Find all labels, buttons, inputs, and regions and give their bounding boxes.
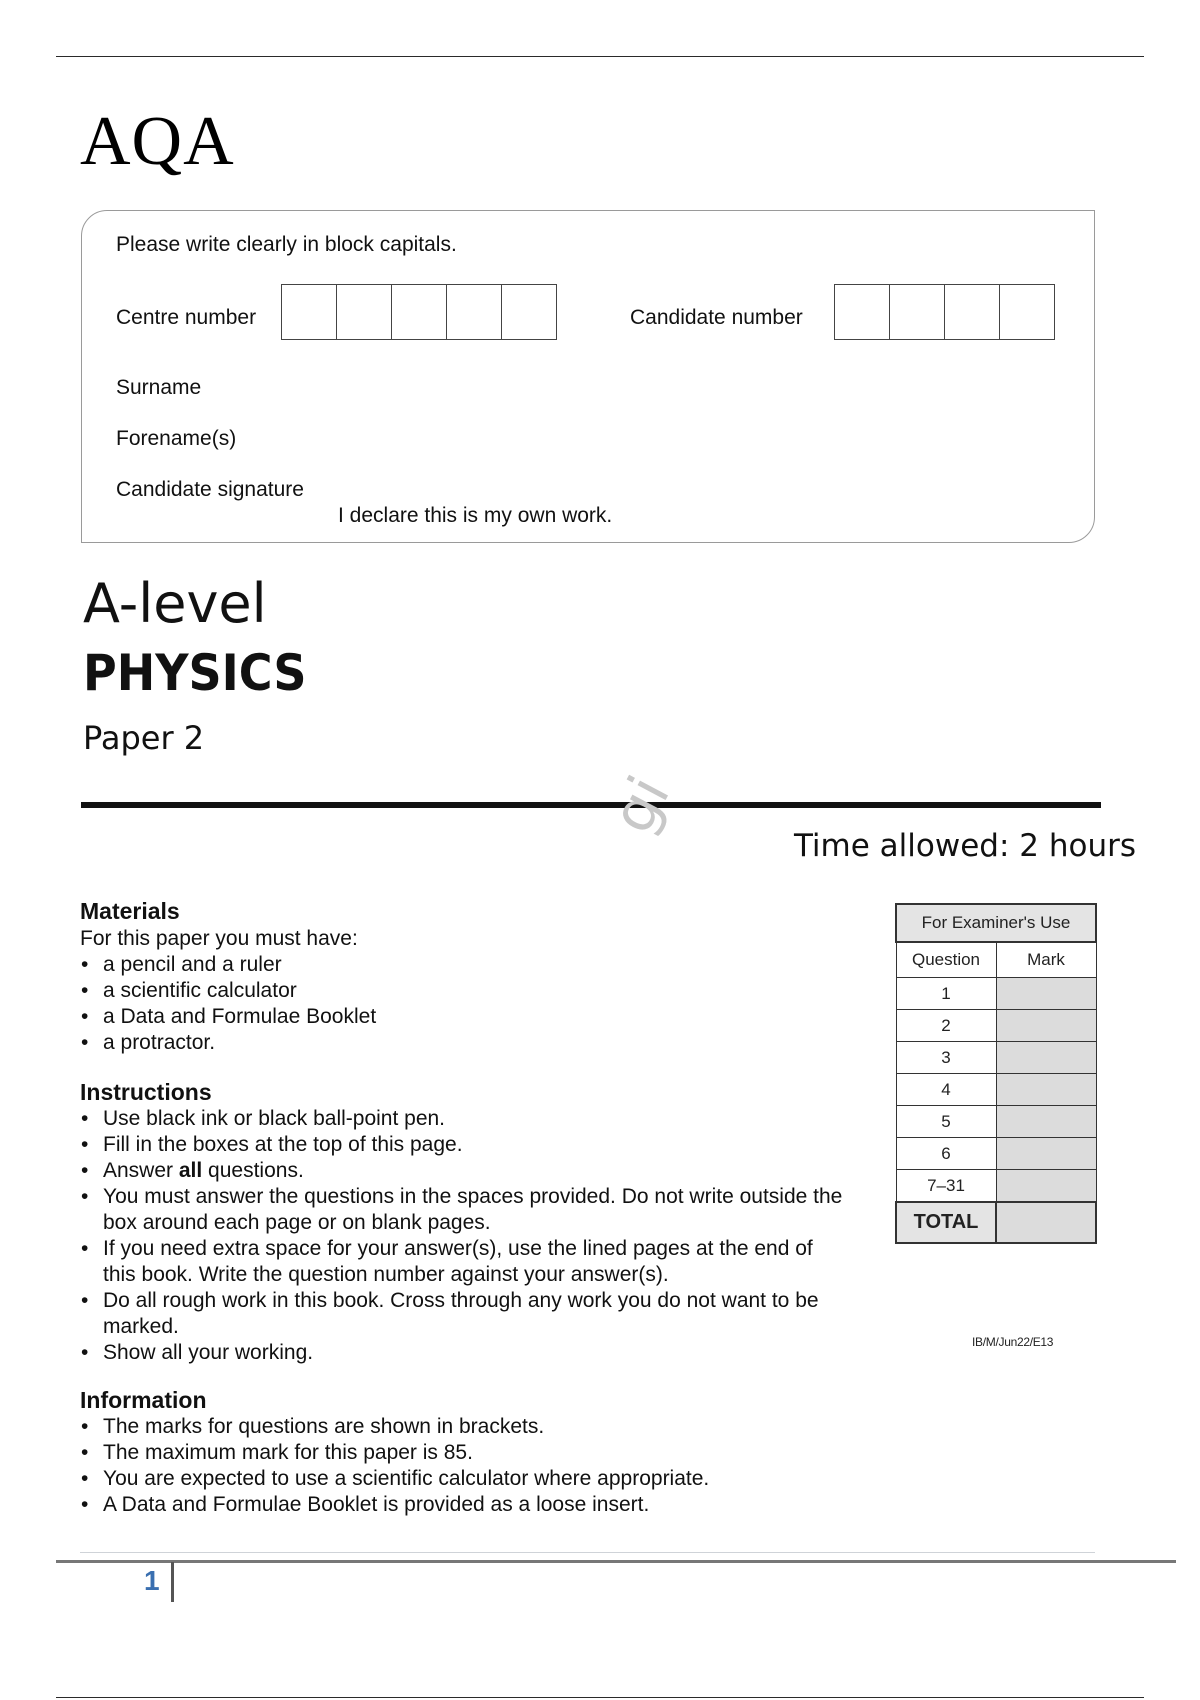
candidate-number-boxes [834, 284, 1054, 340]
list-item: • Answer all questions. [81, 1159, 304, 1182]
aqa-logo: AQA [80, 103, 235, 180]
table-row: 1 [896, 978, 1096, 1010]
paper-number: Paper 2 [83, 719, 205, 757]
digit-box[interactable] [281, 284, 337, 340]
mark-cell [996, 1170, 1096, 1203]
top-rule [56, 56, 1144, 57]
digit-box[interactable] [501, 284, 557, 340]
digit-box[interactable] [336, 284, 392, 340]
candidate-details-box [81, 210, 1095, 543]
examiners-use-title: For Examiner's Use [896, 904, 1096, 942]
title-divider [81, 802, 1101, 808]
information-heading: Information [80, 1387, 207, 1413]
list-item: • a scientific calculator [81, 979, 297, 1002]
list-item: • If you need extra space for your answer(s), use the lined pages at the end of this book. Write the question number against your answer(s). [81, 1237, 813, 1286]
table-row: 4 [896, 1074, 1096, 1106]
table-row: 7–31 [896, 1170, 1096, 1203]
list-item: • Show all your working. [81, 1341, 314, 1364]
mark-cell [996, 1042, 1096, 1074]
list-item: • Use black ink or black ball-point pen. [81, 1107, 446, 1130]
table-row: 6 [896, 1138, 1096, 1170]
digit-box[interactable] [834, 284, 890, 340]
question-column-header: Question [896, 942, 996, 978]
surname-label: Surname [116, 376, 202, 399]
table-row: 5 [896, 1106, 1096, 1138]
list-item: • a pencil and a ruler [81, 953, 282, 976]
centre-number-label: Centre number [116, 306, 257, 329]
mark-cell [996, 1138, 1096, 1170]
information-section [80, 1386, 850, 1518]
watermark: gi [598, 765, 683, 844]
list-item: • You are expected to use a scientific calculator where appropriate. [81, 1467, 710, 1490]
information-list [80, 1414, 850, 1518]
list-item: • a Data and Formulae Booklet [81, 1005, 377, 1028]
instructions-list [80, 1106, 850, 1366]
page-number-bar [171, 1562, 174, 1602]
digit-box[interactable] [944, 284, 1000, 340]
paper-code: IB/M/Jun22/E13 [972, 1335, 1054, 1349]
footer-rule [56, 1560, 1176, 1563]
qualification-level: A-level [83, 572, 267, 635]
materials-list [80, 952, 850, 1056]
total-row [896, 1202, 1096, 1243]
subject-title: PHYSICS [83, 644, 307, 702]
candidate-number-label: Candidate number [630, 306, 803, 329]
mark-cell [996, 1074, 1096, 1106]
candidate-signature-label: Candidate signature [116, 478, 304, 501]
list-item: • Fill in the boxes at the top of this page. [81, 1133, 463, 1156]
bottom-rule [56, 1697, 1144, 1698]
mark-cell [996, 1010, 1096, 1042]
digit-box[interactable] [999, 284, 1055, 340]
declaration-text: I declare this is my own work. [338, 504, 613, 527]
examiners-use-table [895, 903, 1097, 1244]
list-item: • a protractor. [81, 1031, 216, 1054]
list-item: • The marks for questions are shown in brackets. [81, 1415, 545, 1438]
list-item: • The maximum mark for this paper is 85. [81, 1441, 473, 1464]
table-row: 2 [896, 1010, 1096, 1042]
footer-light-rule [80, 1552, 1095, 1553]
mark-cell [996, 978, 1096, 1010]
forename-label: Forename(s) [116, 427, 237, 450]
instructions-section [80, 1078, 850, 1366]
centre-number-boxes [281, 284, 556, 340]
list-item: • Do all rough work in this book. Cross through any work you do not want to be marked. [81, 1289, 819, 1338]
materials-heading: Materials [80, 898, 180, 924]
digit-box[interactable] [889, 284, 945, 340]
total-mark-cell [996, 1202, 1096, 1243]
table-row: 3 [896, 1042, 1096, 1074]
mark-cell [996, 1106, 1096, 1138]
instructions-heading: Instructions [80, 1079, 212, 1105]
list-item: • A Data and Formulae Booklet is provided as a loose insert. [81, 1493, 650, 1516]
page-number: 1 [144, 1565, 160, 1596]
list-item: • You must answer the questions in the spaces provided. Do not write outside the box around each page or on blank pages. [81, 1185, 843, 1234]
digit-box[interactable] [446, 284, 502, 340]
time-allowed: Time allowed: 2 hours [793, 828, 1136, 864]
materials-intro: For this paper you must have: [80, 927, 358, 950]
mark-column-header: Mark [996, 942, 1096, 978]
block-capitals-instruction: Please write clearly in block capitals. [116, 233, 457, 256]
digit-box[interactable] [391, 284, 447, 340]
total-label: TOTAL [896, 1202, 996, 1243]
materials-section [80, 897, 850, 1056]
